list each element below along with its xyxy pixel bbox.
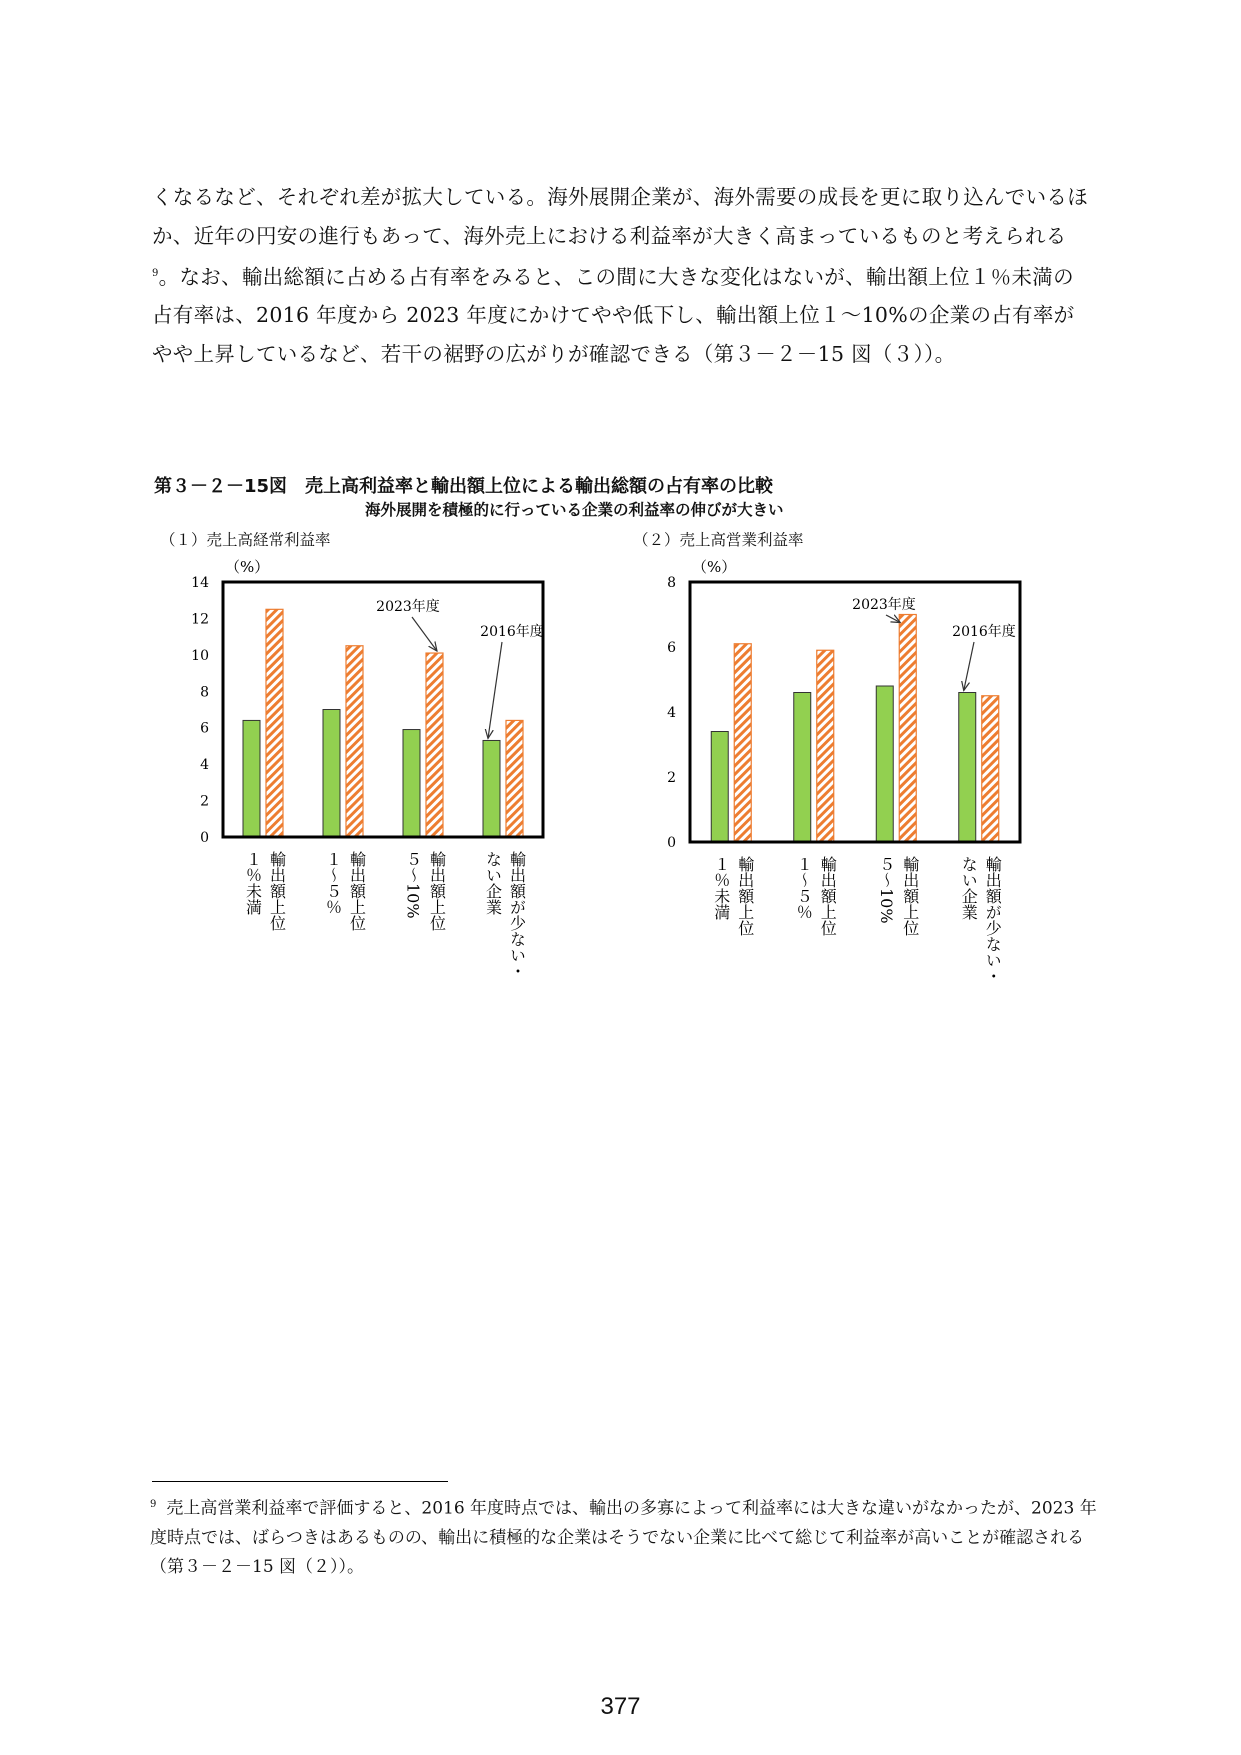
body-text-part1: くなるなど、それぞれ差が拡大している。海外展開企業が、海外需要の成長を更に取り込んでいるほか、近年の円安の進行もあって、海外売上における利益率が大きく高まっているものと考えられる xyxy=(152,185,1088,248)
annotation-arrow-2023 xyxy=(412,617,437,651)
bar-2016 xyxy=(711,732,728,843)
annotation-2016: 2016年度 xyxy=(480,624,544,640)
x-category-label: 輸出額上位 xyxy=(427,851,447,931)
y-tick-label: 0 xyxy=(200,830,209,846)
bar-2023 xyxy=(734,644,751,842)
bar-2016 xyxy=(323,710,340,838)
figure-subtitle: 海外展開を積極的に行っている企業の利益率の伸びが大きい xyxy=(365,501,784,519)
footnote-divider xyxy=(152,1481,448,1482)
annotation-2023: 2023年度 xyxy=(376,599,440,615)
annotation-2023: 2023年度 xyxy=(852,597,916,613)
bar-2023 xyxy=(506,720,523,837)
y-axis-unit: （%） xyxy=(692,558,737,576)
footnote-text: 売上高営業利益率で評価すると、2016 年度時点では、輸出の多寡によって利益率には大きな違いがなかったが、2023 年度時点では、ばらつきはあるものの、輸出に積極的な企業はそうでない企業に比べて総じて利益率が高いことが確認される（第３－２－15 図（２））。 xyxy=(150,1498,1097,1577)
panel1-title: （１）売上高経常利益率 xyxy=(160,531,331,549)
y-tick-label: 2 xyxy=(200,793,209,810)
bar-2023 xyxy=(899,615,916,843)
y-tick-label: 0 xyxy=(667,835,676,851)
bar-2016 xyxy=(483,740,500,837)
x-category-label: ５～10% xyxy=(876,856,896,924)
y-tick-label: 6 xyxy=(667,640,676,656)
x-category-label: ない企業 xyxy=(959,856,979,920)
x-category-label: １～５％ xyxy=(794,856,814,920)
y-tick-label: 12 xyxy=(191,611,209,628)
panel2-title: （２）売上高営業利益率 xyxy=(633,531,804,549)
bar-2016 xyxy=(403,730,420,837)
y-tick-label: 8 xyxy=(200,684,209,701)
x-category-label: 輸出額上位 xyxy=(347,851,367,931)
bar-2016 xyxy=(876,686,893,842)
y-tick-label: 14 xyxy=(191,575,209,591)
y-tick-label: 4 xyxy=(200,757,209,774)
x-category-label: 輸出額上位 xyxy=(900,856,920,936)
y-tick-label: 2 xyxy=(667,770,676,786)
bar-2016 xyxy=(959,693,976,843)
x-category-label: 輸出額が少ない・ xyxy=(983,856,1003,984)
bar-2023 xyxy=(266,609,283,837)
x-category-label: 輸出額上位 xyxy=(735,856,755,936)
bar-2023 xyxy=(817,650,834,842)
x-category-label: 輸出額上位 xyxy=(818,856,838,936)
x-category-label: 輸出額上位 xyxy=(267,851,287,931)
figure-title: 第３－２－15図 売上高利益率と輸出額上位による輸出総額の占有率の比較 xyxy=(154,476,774,497)
x-category-label: １～５％ xyxy=(323,851,343,915)
y-tick-label: 4 xyxy=(667,705,676,721)
chart-ordinary-profit xyxy=(180,560,560,1000)
x-category-label: ５～10% xyxy=(403,851,423,919)
footnote-mark: 9 xyxy=(150,1499,157,1510)
bar-2016 xyxy=(243,720,260,837)
bar-2016 xyxy=(794,693,811,843)
x-category-label: ない企業 xyxy=(483,851,503,915)
annotation-arrow-2023 xyxy=(886,615,900,623)
footnote-reference[interactable]: 9 xyxy=(152,268,159,279)
body-text-part2: 。なお、輸出総額に占める占有率をみると、この間に大きな変化はないが、輸出額上位１％未満の占有率は、2016 年度から 2023 年度にかけてやや低下し、輸出額上位１～10%の企業の占有率がやや上昇しているなど、若干の裾野の広がりが確認できる（第３－２－15 図（３））。 xyxy=(152,264,1075,366)
x-category-label: １％未満 xyxy=(711,856,731,920)
x-category-label: 輸出額が少ない・ xyxy=(507,851,527,979)
page-number: 377 xyxy=(600,1693,641,1720)
x-category-label: １％未満 xyxy=(243,851,263,915)
bar-2023 xyxy=(426,653,443,837)
y-tick-label: 6 xyxy=(200,720,209,737)
body-paragraph xyxy=(152,178,1092,373)
chart-operating-profit xyxy=(650,560,1030,1000)
annotation-arrow-2016 xyxy=(488,642,502,738)
annotation-arrow-2016 xyxy=(964,642,974,691)
y-tick-label: 10 xyxy=(191,647,209,664)
y-axis-unit: （%） xyxy=(225,558,270,576)
footnote xyxy=(150,1490,1100,1582)
bar-2023 xyxy=(982,696,999,842)
annotation-2016: 2016年度 xyxy=(952,624,1016,640)
bar-2023 xyxy=(346,646,363,837)
y-tick-label: 8 xyxy=(667,575,676,591)
